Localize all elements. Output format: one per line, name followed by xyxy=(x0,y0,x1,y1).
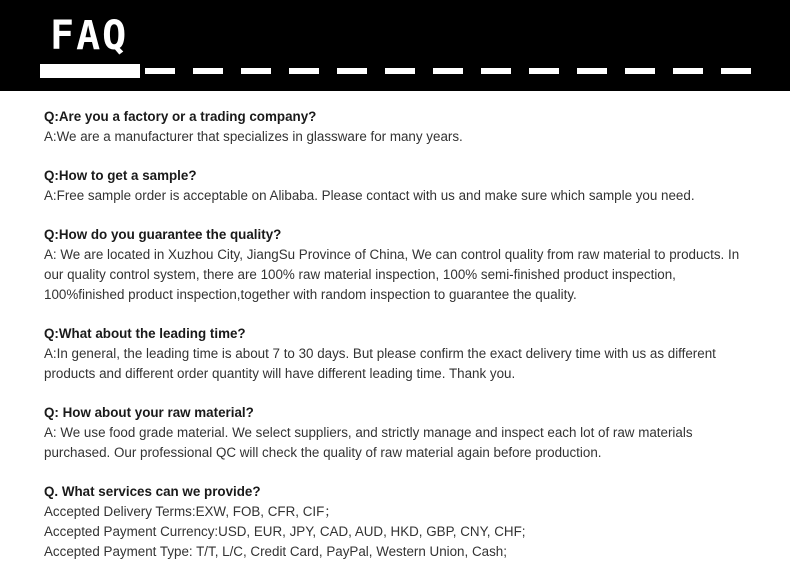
faq-answer-line: products and different order quantity will have different leading time. Thank you. xyxy=(44,366,516,381)
header-dash xyxy=(577,68,607,74)
header-dash xyxy=(193,68,223,74)
header-dash xyxy=(337,68,367,74)
faq-item xyxy=(44,107,774,147)
header-dash xyxy=(241,68,271,74)
header-dash xyxy=(529,68,559,74)
faq-item xyxy=(44,403,774,463)
faq-item xyxy=(44,482,774,562)
faq-answer-line: A:We are a manufacturer that specializes in glassware for many years. xyxy=(44,129,463,144)
faq-answer-line: A:Free sample order is acceptable on Alibaba. Please contact with us and make sure which sample you need. xyxy=(44,188,695,203)
faq-answer-line: A: We are located in Xuzhou City, JiangSu Province of China, We can control quality from raw material to products. In xyxy=(44,247,740,262)
faq-question: Q:How do you guarantee the quality? xyxy=(44,227,282,242)
title-underline-bar xyxy=(40,64,140,78)
faq-answer-line: Accepted Delivery Terms:EXW, FOB, CFR, CIF； xyxy=(44,504,338,519)
faq-question: Q: How about your raw material? xyxy=(44,405,254,420)
header-dash xyxy=(433,68,463,74)
page-title: FAQ xyxy=(50,13,129,59)
header-dash xyxy=(721,68,751,74)
faq-answer-line: A:In general, the leading time is about 7 to 30 days. But please confirm the exact delivery time with us as different xyxy=(44,346,716,361)
faq-question: Q:Are you a factory or a trading company? xyxy=(44,109,317,124)
faq-answer-line: our quality control system, there are 100% raw material inspection, 100% semi-finished product inspection, xyxy=(44,267,676,282)
faq-item xyxy=(44,324,774,384)
header-dash xyxy=(481,68,511,74)
faq-answer-line: Accepted Payment Type: T/T, L/C, Credit Card, PayPal, Western Union, Cash; xyxy=(44,544,507,559)
faq-answer-line: 100%finished product inspection,together with random inspection to guarantee the quality. xyxy=(44,287,577,302)
faq-answer-line: A: We use food grade material. We select suppliers, and strictly manage and inspect each lot of raw materials xyxy=(44,425,693,440)
faq-question: Q:What about the leading time? xyxy=(44,326,246,341)
faq-item xyxy=(44,225,774,305)
header-dash xyxy=(385,68,415,74)
faq-question: Q. What services can we provide? xyxy=(44,484,261,499)
header-dash xyxy=(289,68,319,74)
faq-answer-line: purchased. Our professional QC will check the quality of raw material again before production. xyxy=(44,445,602,460)
header-dash xyxy=(673,68,703,74)
faq-item xyxy=(44,166,774,206)
faq-header-banner xyxy=(0,0,790,91)
faq-question: Q:How to get a sample? xyxy=(44,168,197,183)
faq-answer-line: Accepted Payment Currency:USD, EUR, JPY, CAD, AUD, HKD, GBP, CNY, CHF; xyxy=(44,524,526,539)
header-dash xyxy=(145,68,175,74)
header-dash xyxy=(625,68,655,74)
faq-list xyxy=(44,107,774,581)
